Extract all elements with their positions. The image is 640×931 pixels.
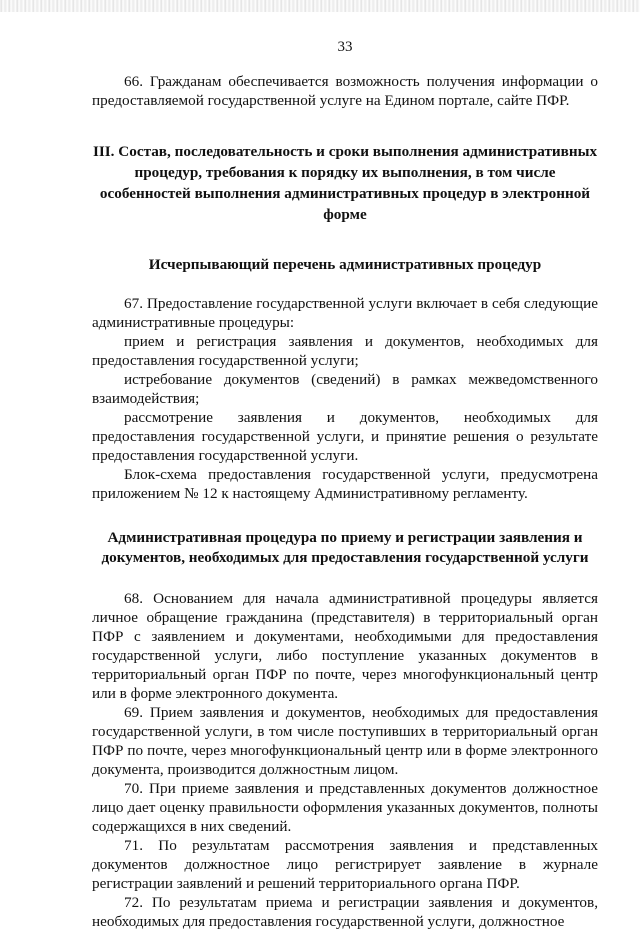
procedure-item-2: истребование документов (сведений) в рамках межведомственного взаимодействия;: [92, 371, 598, 407]
paragraph-66: 66. Гражданам обеспечивается возможность получения информации о предоставляемой государственной услуге на Едином портале, сайте ПФР.: [92, 73, 598, 109]
paragraph-72: 72. По результатам приема и регистрации заявления и документов, необходимых для предоставления государственной услуги, должностное: [92, 894, 598, 930]
paragraph-71: 71. По результатам рассмотрения заявления и представленных документов должностное лицо регистрирует заявление в журнале регистрации заявлений и решений территориального органа ПФР.: [92, 837, 598, 892]
section-heading: III. Состав, последовательность и сроки выполнения административных процедур, требования к порядку их выполнения, в том числе особенностей выполнения административных процедур в электронной форме: [92, 143, 598, 223]
paragraph-67: 67. Предоставление государственной услуги включает в себя следующие административные процедуры:: [92, 295, 598, 331]
procedure-item-1: прием и регистрация заявления и документов, необходимых для предоставления государственной услуги;: [92, 333, 598, 369]
paragraph-69: 69. Прием заявления и документов, необходимых для предоставления государственной услуги, в том числе поступивших в территориальный орган ПФР по почте, через многофункциональный центр или в форме электронного документа, производится должностным лицом.: [92, 704, 598, 778]
procedure-item-3: рассмотрение заявления и документов, необходимых для предоставления государственной услуги, и принятие решения о результате предоставления государственной услуги.: [92, 409, 598, 464]
scan-edge-noise: [0, 0, 640, 12]
block-scheme-note: Блок-схема предоставления государственной услуги, предусмотрена приложением № 12 к настоящему Административному регламенту.: [92, 466, 598, 502]
page-number: 33: [337, 39, 353, 55]
procedures-list-heading: Исчерпывающий перечень административных процедур: [148, 256, 542, 273]
paragraph-70: 70. При приеме заявления и представленных документов должностное лицо дает оценку правильности оформления указанных документов, полноты содержащихся в них сведений.: [92, 780, 598, 835]
paragraph-68: 68. Основанием для начала административной процедуры является личное обращение гражданина (представителя) в территориальный орган ПФР с заявлением и документами, необходимыми для предоставления государственной услуги, либо поступление указанных документов в территориальный орган ПФР по почте, через многофункциональный центр или в форме электронного документа.: [92, 590, 598, 702]
document-page: [92, 38, 598, 931]
procedure-heading: Административная процедура по приему и регистрации заявления и документов, необходимых для предоставления государственной услуги: [101, 529, 589, 566]
